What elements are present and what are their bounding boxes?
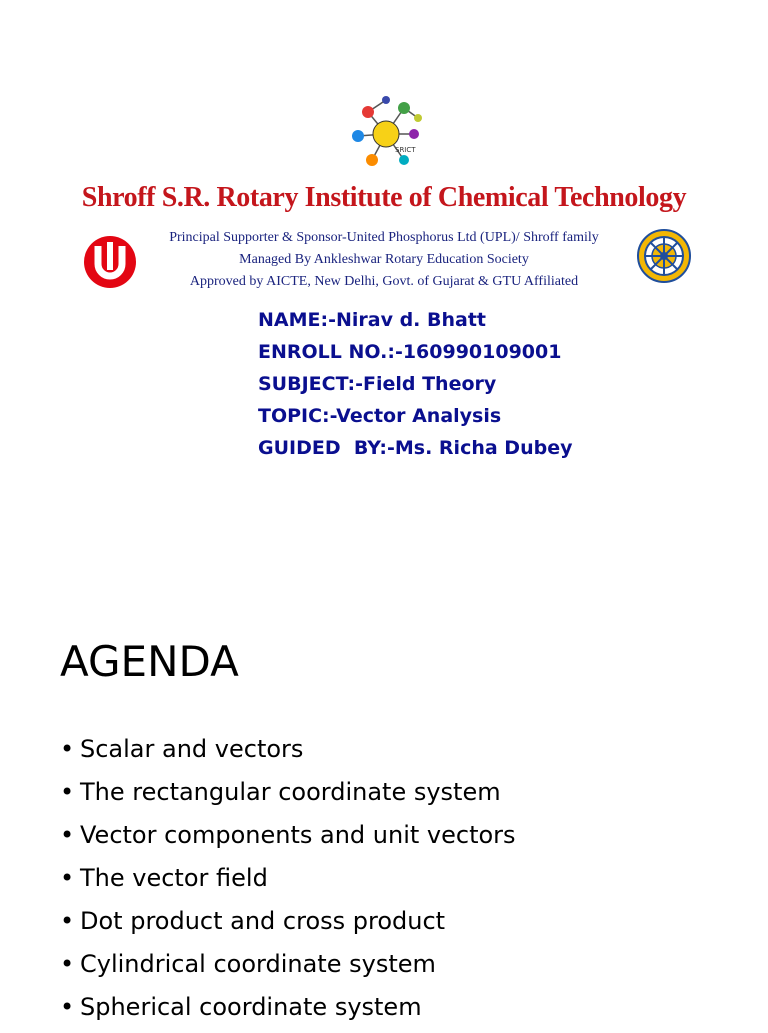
agenda-item — [60, 818, 516, 861]
agenda-item-label: Scalar and vectors — [80, 735, 304, 763]
agenda-list — [60, 732, 516, 1033]
agenda-item — [60, 990, 516, 1033]
bullet-icon: • — [60, 907, 75, 935]
topic: TOPIC:-Vector Analysis — [258, 405, 502, 427]
srict-molecule-logo — [346, 94, 426, 174]
subject: SUBJECT:-Field Theory — [258, 373, 497, 395]
srict-logo-text: SRICT — [395, 146, 416, 154]
agenda-item — [60, 904, 516, 947]
agenda-item — [60, 732, 516, 775]
affiliation-line-management: Managed By Ankleshwar Rotary Education Society — [239, 252, 529, 267]
student-name: NAME:-Nirav d. Bhatt — [258, 309, 487, 331]
bullet-icon: • — [60, 821, 75, 849]
affiliation-line-sponsor: Principal Supporter & Sponsor-United Phosphorus Ltd (UPL)/ Shroff family — [169, 230, 599, 245]
bullet-icon: • — [60, 778, 75, 806]
agenda-title: AGENDA — [60, 637, 239, 686]
enrollment-number: ENROLL NO.:-160990109001 — [258, 341, 562, 363]
agenda-item-label: Vector components and unit vectors — [80, 821, 516, 849]
agenda-item-label: The rectangular coordinate system — [80, 778, 501, 806]
bullet-icon: • — [60, 864, 75, 892]
agenda-item — [60, 947, 516, 990]
guided-by: GUIDED BY:-Ms. Richa Dubey — [258, 437, 573, 459]
bullet-icon: • — [60, 993, 75, 1021]
rotary-wheel-logo — [636, 228, 692, 284]
agenda-item-label: Cylindrical coordinate system — [80, 950, 436, 978]
agenda-item-label: The vector field — [80, 864, 268, 892]
agenda-item-label: Spherical coordinate system — [80, 993, 422, 1021]
affiliation-line-approval: Approved by AICTE, New Delhi, Govt. of Gujarat & GTU Affiliated — [189, 274, 579, 289]
agenda-item — [60, 861, 516, 904]
bullet-icon: • — [60, 735, 75, 763]
institute-title: Shroff S.R. Rotary Institute of Chemical Technology — [81, 182, 687, 213]
bullet-icon: • — [60, 950, 75, 978]
agenda-item-label: Dot product and cross product — [80, 907, 446, 935]
agenda-item — [60, 775, 516, 818]
